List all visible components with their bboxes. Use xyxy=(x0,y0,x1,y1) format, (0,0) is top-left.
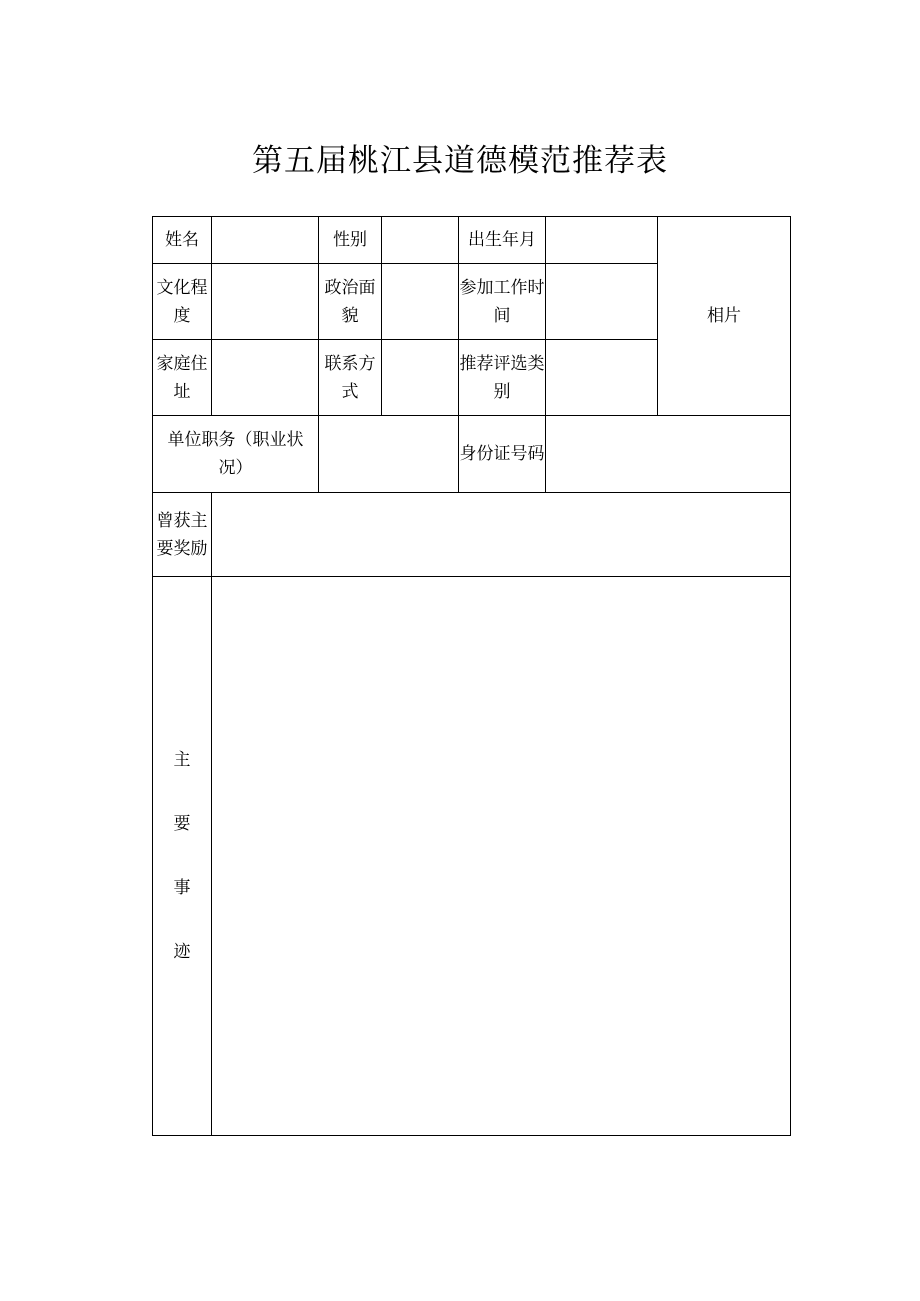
gender-label: 性别 xyxy=(319,217,382,264)
name-field[interactable] xyxy=(212,217,319,264)
political-field[interactable] xyxy=(382,264,459,340)
category-label: 推荐评选类别 xyxy=(459,340,546,416)
birth-label: 出生年月 xyxy=(459,217,546,264)
deeds-field[interactable] xyxy=(212,577,791,1136)
contact-label: 联系方式 xyxy=(319,340,382,416)
awards-field[interactable] xyxy=(212,493,791,577)
contact-field[interactable] xyxy=(382,340,459,416)
photo-box[interactable]: 相片 xyxy=(658,217,791,416)
employer-field[interactable] xyxy=(319,416,459,493)
awards-label: 曾获主要奖励 xyxy=(153,493,212,577)
address-field[interactable] xyxy=(212,340,319,416)
id-number-label: 身份证号码 xyxy=(459,416,546,493)
education-label: 文化程度 xyxy=(153,264,212,340)
id-number-field[interactable] xyxy=(546,416,791,493)
political-label: 政治面貌 xyxy=(319,264,382,340)
deeds-char: 主 xyxy=(173,750,191,770)
deeds-char: 迹 xyxy=(173,942,191,962)
employer-label: 单位职务（职业状况） xyxy=(153,416,319,493)
work-start-field[interactable] xyxy=(546,264,658,340)
deeds-char: 要 xyxy=(173,814,191,834)
page-title: 第五届桃江县道德模范推荐表 xyxy=(252,143,668,179)
deeds-char: 事 xyxy=(173,878,191,898)
category-field[interactable] xyxy=(546,340,658,416)
address-label: 家庭住址 xyxy=(153,340,212,416)
education-field[interactable] xyxy=(212,264,319,340)
gender-field[interactable] xyxy=(382,217,459,264)
work-start-label: 参加工作时间 xyxy=(459,264,546,340)
deeds-label xyxy=(153,577,212,1136)
birth-field[interactable] xyxy=(546,217,658,264)
nomination-form-table xyxy=(152,216,791,1136)
name-label: 姓名 xyxy=(153,217,212,264)
